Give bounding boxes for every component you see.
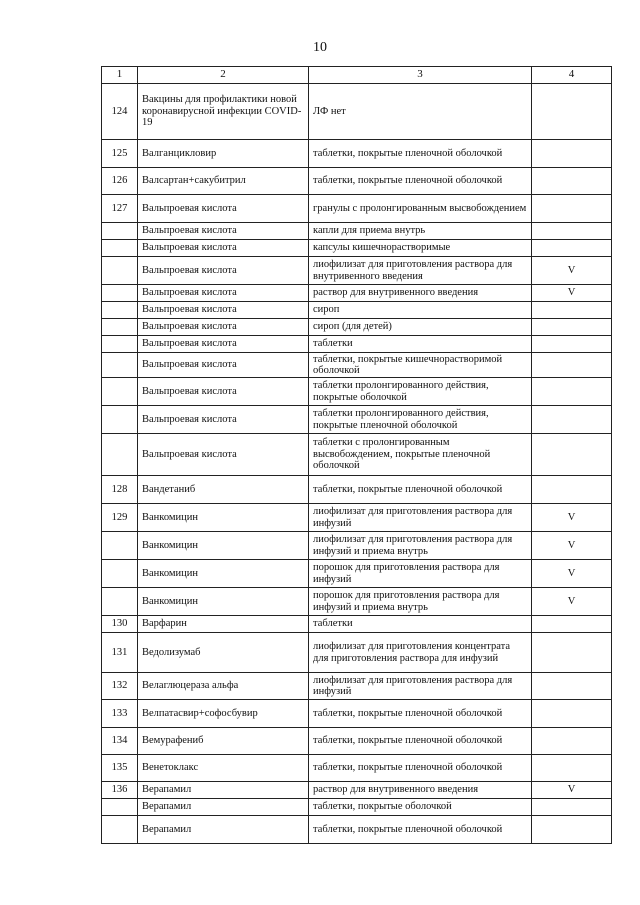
dosage-form: порошок для приготовления раствора для инфузий <box>309 560 532 588</box>
drug-name: Вальпроевая кислота <box>138 353 309 378</box>
table-row <box>102 195 612 223</box>
drug-name: Вальпроевая кислота <box>138 257 309 285</box>
mark-cell <box>532 378 612 406</box>
table-row <box>102 257 612 285</box>
mark-cell <box>532 616 612 633</box>
dosage-form: гранулы с пролонгированным высвобождением <box>309 195 532 223</box>
mark-cell <box>532 240 612 257</box>
table-row <box>102 434 612 476</box>
drug-name: Велаглюцераза альфа <box>138 673 309 700</box>
dosage-form: таблетки <box>309 336 532 353</box>
table-header-row <box>102 67 612 84</box>
dosage-form: раствор для внутривенного введения <box>309 782 532 799</box>
drug-name: Ванкомицин <box>138 560 309 588</box>
row-number <box>102 406 138 434</box>
drug-name: Ванкомицин <box>138 588 309 616</box>
table-row <box>102 285 612 302</box>
dosage-form: лиофилизат для приготовления концентрата для приготовления раствора для инфузий <box>309 633 532 673</box>
mark-cell <box>532 336 612 353</box>
row-number <box>102 378 138 406</box>
drug-name: Вальпроевая кислота <box>138 240 309 257</box>
drug-name: Вальпроевая кислота <box>138 223 309 240</box>
drug-name: Вальпроевая кислота <box>138 195 309 223</box>
dosage-form: таблетки <box>309 616 532 633</box>
drug-list-table <box>101 66 612 844</box>
table-row <box>102 353 612 378</box>
table-row <box>102 140 612 168</box>
drug-name: Венетоклакс <box>138 755 309 782</box>
mark-cell <box>532 755 612 782</box>
row-number: 130 <box>102 616 138 633</box>
table-row <box>102 799 612 816</box>
drug-name: Вальпроевая кислота <box>138 406 309 434</box>
table-row <box>102 700 612 728</box>
row-number <box>102 532 138 560</box>
drug-name: Варфарин <box>138 616 309 633</box>
row-number: 128 <box>102 476 138 504</box>
mark-cell <box>532 700 612 728</box>
mark-cell <box>532 728 612 755</box>
header-cell: 1 <box>102 67 138 84</box>
drug-name: Валсартан+сакубитрил <box>138 168 309 195</box>
table-row <box>102 336 612 353</box>
table-row <box>102 319 612 336</box>
mark-cell <box>532 319 612 336</box>
table-row <box>102 673 612 700</box>
mark-cell <box>532 302 612 319</box>
mark-cell <box>532 223 612 240</box>
dosage-form: капсулы кишечнорастворимые <box>309 240 532 257</box>
drug-name: Вальпроевая кислота <box>138 302 309 319</box>
row-number: 132 <box>102 673 138 700</box>
drug-name: Вальпроевая кислота <box>138 336 309 353</box>
mark-cell <box>532 816 612 844</box>
mark-cell <box>532 195 612 223</box>
mark-cell <box>532 673 612 700</box>
row-number: 135 <box>102 755 138 782</box>
mark-cell: V <box>532 257 612 285</box>
row-number: 133 <box>102 700 138 728</box>
dosage-form: таблетки, покрытые пленочной оболочкой <box>309 755 532 782</box>
dosage-form: таблетки, покрытые пленочной оболочкой <box>309 700 532 728</box>
row-number <box>102 336 138 353</box>
header-cell: 4 <box>532 67 612 84</box>
drug-name: Ведолизумаб <box>138 633 309 673</box>
table-row <box>102 755 612 782</box>
mark-cell <box>532 168 612 195</box>
table-row <box>102 406 612 434</box>
header-cell: 2 <box>138 67 309 84</box>
table-row <box>102 633 612 673</box>
row-number: 131 <box>102 633 138 673</box>
drug-name: Вальпроевая кислота <box>138 434 309 476</box>
table-row <box>102 728 612 755</box>
dosage-form: таблетки пролонгированного действия, покрытые оболочкой <box>309 378 532 406</box>
mark-cell <box>532 84 612 140</box>
mark-cell <box>532 633 612 673</box>
drug-name: Вальпроевая кислота <box>138 285 309 302</box>
table-row <box>102 616 612 633</box>
mark-cell <box>532 406 612 434</box>
header-cell: 3 <box>309 67 532 84</box>
table-row <box>102 532 612 560</box>
row-number <box>102 319 138 336</box>
row-number: 124 <box>102 84 138 140</box>
dosage-form: капли для приема внутрь <box>309 223 532 240</box>
drug-name: Ванкомицин <box>138 532 309 560</box>
dosage-form: таблетки, покрытые пленочной оболочкой <box>309 728 532 755</box>
dosage-form: раствор для внутривенного введения <box>309 285 532 302</box>
row-number: 126 <box>102 168 138 195</box>
drug-name: Верапамил <box>138 782 309 799</box>
drug-name: Ванкомицин <box>138 504 309 532</box>
mark-cell: V <box>532 782 612 799</box>
row-number: 136 <box>102 782 138 799</box>
mark-cell: V <box>532 504 612 532</box>
table-row <box>102 223 612 240</box>
table-row <box>102 504 612 532</box>
drug-name: Велпатасвир+софосбувир <box>138 700 309 728</box>
dosage-form: порошок для приготовления раствора для инфузий и приема внутрь <box>309 588 532 616</box>
table-row <box>102 588 612 616</box>
drug-name: Верапамил <box>138 799 309 816</box>
mark-cell <box>532 140 612 168</box>
dosage-form: сироп (для детей) <box>309 319 532 336</box>
dosage-form: лиофилизат для приготовления раствора для инфузий <box>309 673 532 700</box>
dosage-form: ЛФ нет <box>309 84 532 140</box>
row-number <box>102 302 138 319</box>
drug-name: Валганцикловир <box>138 140 309 168</box>
row-number <box>102 588 138 616</box>
dosage-form: таблетки, покрытые пленочной оболочкой <box>309 140 532 168</box>
row-number <box>102 353 138 378</box>
mark-cell <box>532 799 612 816</box>
table-row <box>102 782 612 799</box>
dosage-form: лиофилизат для приготовления раствора для инфузий <box>309 504 532 532</box>
mark-cell <box>532 476 612 504</box>
table-row <box>102 476 612 504</box>
table-row <box>102 302 612 319</box>
mark-cell <box>532 434 612 476</box>
drug-name: Вальпроевая кислота <box>138 378 309 406</box>
dosage-form: таблетки с пролонгированным высвобождением, покрытые пленочной оболочкой <box>309 434 532 476</box>
drug-name: Вандетаниб <box>138 476 309 504</box>
table-row <box>102 560 612 588</box>
mark-cell: V <box>532 532 612 560</box>
row-number <box>102 434 138 476</box>
table-row <box>102 816 612 844</box>
row-number <box>102 816 138 844</box>
mark-cell: V <box>532 560 612 588</box>
dosage-form: таблетки, покрытые пленочной оболочкой <box>309 476 532 504</box>
page-number: 10 <box>313 40 327 55</box>
mark-cell: V <box>532 588 612 616</box>
drug-name: Вемурафениб <box>138 728 309 755</box>
dosage-form: таблетки, покрытые пленочной оболочкой <box>309 816 532 844</box>
mark-cell <box>532 353 612 378</box>
table-row <box>102 84 612 140</box>
row-number <box>102 240 138 257</box>
dosage-form: таблетки, покрытые оболочкой <box>309 799 532 816</box>
table-row <box>102 168 612 195</box>
row-number <box>102 285 138 302</box>
row-number: 125 <box>102 140 138 168</box>
dosage-form: таблетки, покрытые пленочной оболочкой <box>309 168 532 195</box>
table-row <box>102 240 612 257</box>
drug-name: Вакцины для профилактики новой коронавирусной инфекции COVID-19 <box>138 84 309 140</box>
dosage-form: таблетки, покрытые кишечнорастворимой оболочкой <box>309 353 532 378</box>
row-number: 129 <box>102 504 138 532</box>
row-number <box>102 799 138 816</box>
table-row <box>102 378 612 406</box>
row-number: 134 <box>102 728 138 755</box>
row-number <box>102 223 138 240</box>
dosage-form: таблетки пролонгированного действия, покрытые пленочной оболочкой <box>309 406 532 434</box>
row-number: 127 <box>102 195 138 223</box>
row-number <box>102 257 138 285</box>
drug-name: Верапамил <box>138 816 309 844</box>
dosage-form: лиофилизат для приготовления раствора для внутривенного введения <box>309 257 532 285</box>
dosage-form: лиофилизат для приготовления раствора для инфузий и приема внутрь <box>309 532 532 560</box>
mark-cell: V <box>532 285 612 302</box>
row-number <box>102 560 138 588</box>
dosage-form: сироп <box>309 302 532 319</box>
drug-name: Вальпроевая кислота <box>138 319 309 336</box>
